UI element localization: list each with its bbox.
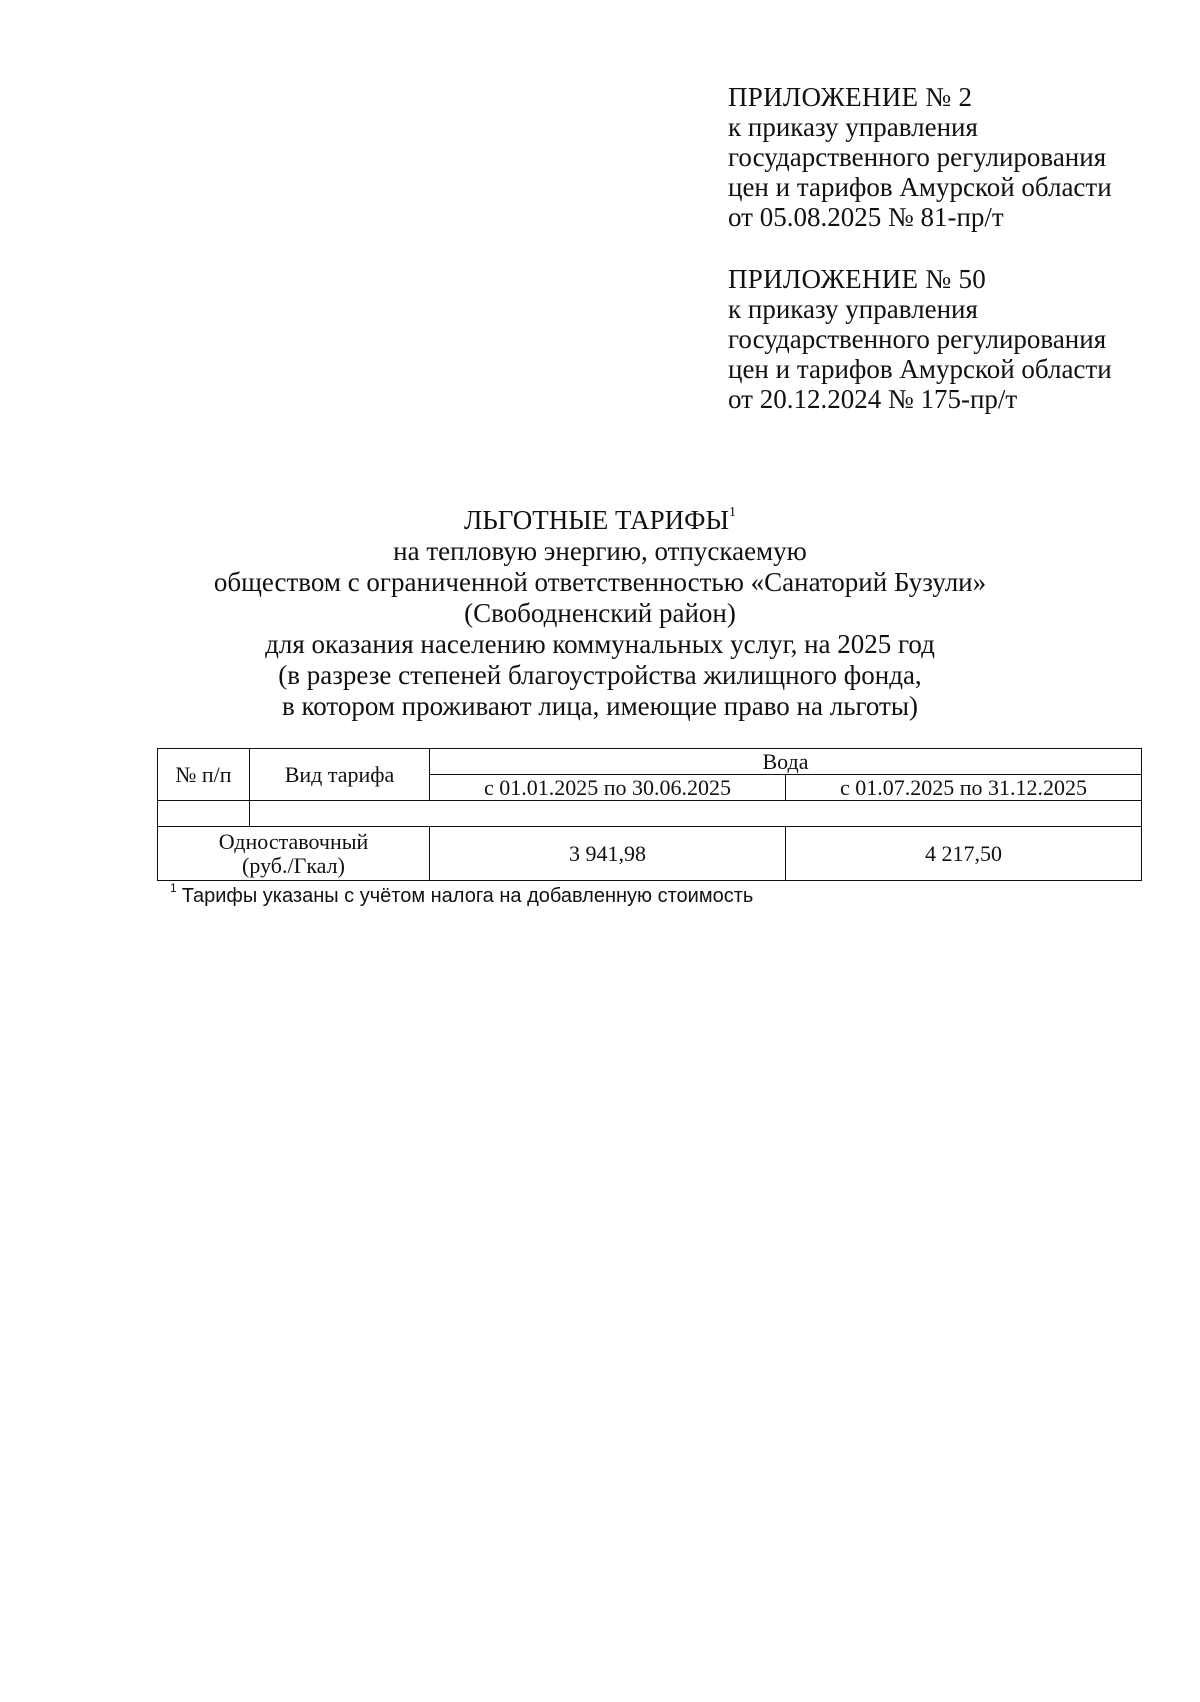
appendix-title: ПРИЛОЖЕНИЕ № 50: [728, 264, 987, 294]
tariff-type-cell: [158, 827, 430, 881]
document-title: [150, 505, 1050, 536]
footnote-text: Тарифы указаны с учётом налога на добавленную стоимость: [181, 885, 754, 907]
header-type: Вид тарифа: [250, 749, 430, 801]
appendix-line: к приказу управления: [728, 294, 978, 324]
tariff-type-unit: (руб./Гкал): [242, 852, 345, 878]
tariff-type-name: Одноставочный: [218, 828, 369, 854]
tariff-value-period-2: 4 217,50: [786, 827, 1142, 881]
appendix-line: цен и тарифов Амурской области: [728, 172, 1112, 202]
appendix-line: государственного регулирования: [728, 142, 1107, 172]
appendix-order-date: от 20.12.2024 № 175-пр/т: [728, 384, 1018, 414]
footnote-mark: 1: [170, 881, 177, 895]
header-period-1: с 01.01.2025 по 30.06.2025: [430, 775, 786, 801]
tariff-table: [157, 748, 1142, 881]
table-header-row: [158, 749, 1142, 775]
heading-line: на тепловую энергию, отпускаемую: [393, 536, 807, 566]
tariff-value-period-1: 3 941,98: [430, 827, 786, 881]
document-heading: [150, 505, 1050, 722]
table-empty-row: [158, 801, 1142, 827]
appendix-original-block: [728, 264, 1168, 414]
empty-cell: [158, 801, 250, 827]
heading-line: в котором проживают лица, имеющие право на льготы): [282, 691, 918, 721]
footnote-mark: 1: [729, 505, 737, 520]
table-row: [158, 827, 1142, 881]
footnote: [170, 881, 754, 908]
header-num: № п/п: [158, 749, 250, 801]
appendix-line: государственного регулирования: [728, 324, 1107, 354]
header-group-water: Вода: [430, 749, 1142, 775]
empty-cell: [250, 801, 1142, 827]
heading-line: (в разрезе степеней благоустройства жилищного фонда,: [278, 660, 922, 690]
heading-line: для оказания населению коммунальных услуг, на 2025 год: [265, 629, 935, 659]
heading-line: обществом с ограниченной ответственностью «Санаторий Бузули»: [213, 567, 987, 597]
appendix-title: ПРИЛОЖЕНИЕ № 2: [728, 82, 973, 112]
document-title-text: ЛЬГОТНЫЕ ТАРИФЫ: [463, 505, 730, 535]
heading-line: (Свободненский район): [464, 598, 736, 628]
header-period-2: с 01.07.2025 по 31.12.2025: [786, 775, 1142, 801]
appendix-current-block: [728, 82, 1168, 232]
appendix-line: цен и тарифов Амурской области: [728, 354, 1112, 384]
appendix-line: к приказу управления: [728, 112, 978, 142]
appendix-order-date: от 05.08.2025 № 81-пр/т: [728, 202, 1004, 232]
